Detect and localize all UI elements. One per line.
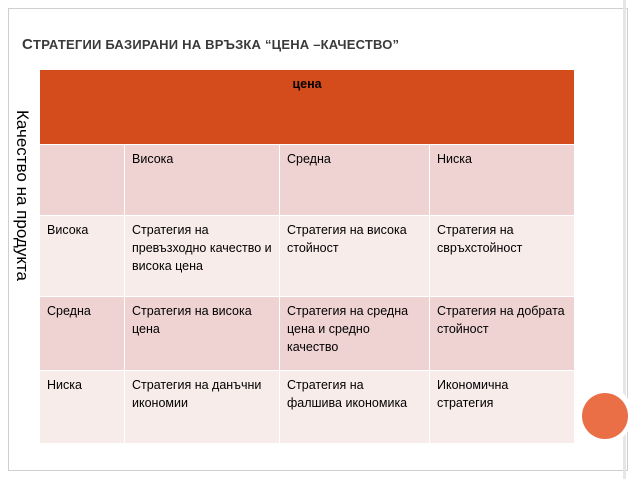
table-header-row <box>40 70 575 145</box>
row-header: Средна <box>40 297 125 371</box>
table-cell: Икономична стратегия <box>430 371 575 444</box>
table-cell <box>40 145 125 216</box>
table-row <box>40 297 575 371</box>
table-cell: Стратегия на свръхстойност <box>430 216 575 297</box>
table-row <box>40 371 575 444</box>
price-header: цена <box>40 70 575 145</box>
row-header: Ниска <box>40 371 125 444</box>
table-cell: Стратегия на средна цена и средно качество <box>280 297 430 371</box>
column-header: Висока <box>125 145 280 216</box>
column-header: Ниска <box>430 145 575 216</box>
table-cell: Стратегия на висока цена <box>125 297 280 371</box>
row-header: Висока <box>40 216 125 297</box>
table-cell: Стратегия на превъзходно качество и висока цена <box>125 216 280 297</box>
table-cell: Стратегия на фалшива икономика <box>280 371 430 444</box>
side-label: Качество на продукта <box>13 110 32 282</box>
table-cell: Стратегия на добрата стойност <box>430 297 575 371</box>
title-rest: ТРАТЕГИИ БАЗИРАНИ НА ВРЪЗКА “ЦЕНА –КАЧЕСТВО” <box>33 37 400 52</box>
decorative-circle <box>582 393 628 439</box>
strategy-table <box>39 69 575 444</box>
table-cell: Стратегия на висока стойност <box>280 216 430 297</box>
slide-title <box>22 36 399 53</box>
table-cell: Стратегия на данъчни икономии <box>125 371 280 444</box>
column-header: Средна <box>280 145 430 216</box>
title-first-letter: С <box>22 36 34 53</box>
table-row <box>40 145 575 216</box>
table-row <box>40 216 575 297</box>
side-label-container <box>2 110 34 365</box>
